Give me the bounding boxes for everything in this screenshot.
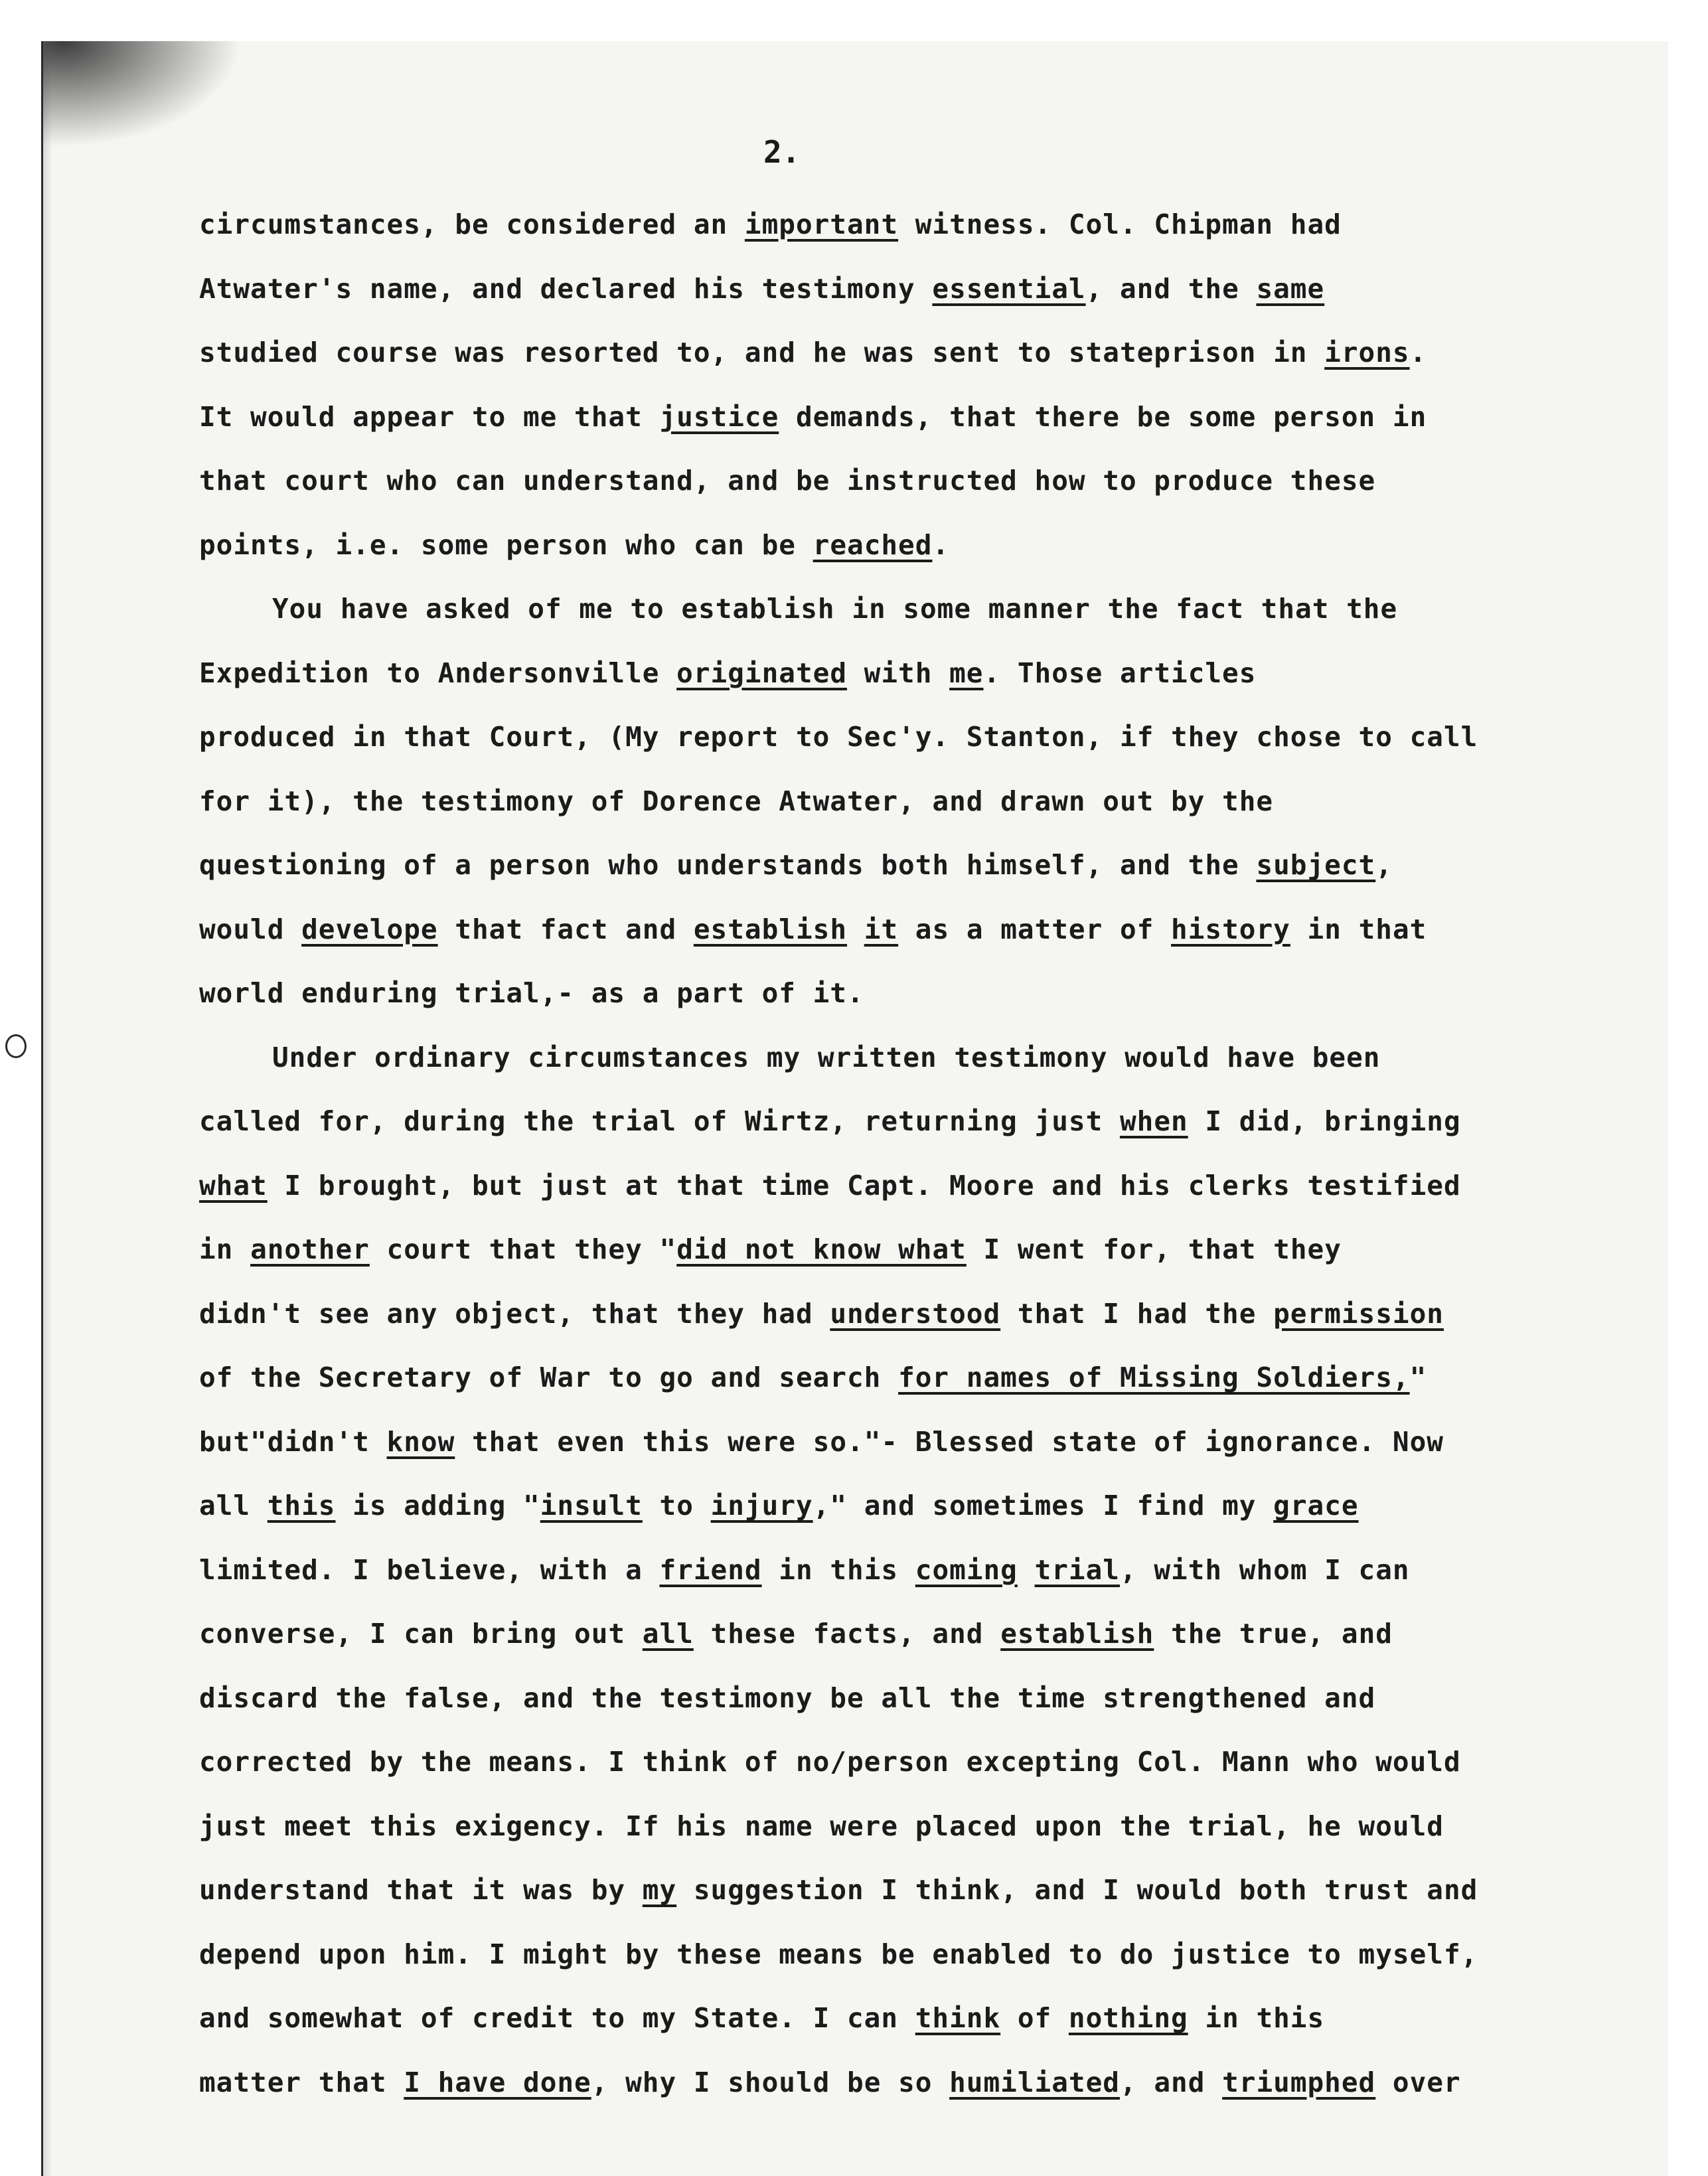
text-span: discard the false, and the testimony be all the time strengthened and	[199, 1681, 1376, 1714]
text-line	[199, 577, 1660, 641]
text-line	[199, 449, 1660, 513]
text-span: to	[642, 1490, 711, 1521]
underlined-text: subject	[1256, 849, 1376, 881]
text-span: questioning of a person who understands both himself, and the	[199, 849, 1257, 881]
text-line	[199, 1794, 1660, 1859]
underlined-text: originated	[676, 657, 847, 689]
text-span: "	[1409, 1361, 1427, 1393]
page-edge-shadow	[43, 41, 52, 2176]
text-line	[199, 1730, 1660, 1794]
text-span: depend upon him. I might by these means be enabled to do justice to myself,	[199, 1938, 1478, 1970]
text-span: points, i.e. some person who can be	[199, 528, 813, 561]
scan-shadow	[43, 41, 242, 147]
underlined-text: for names of Missing Soldiers,	[898, 1361, 1410, 1393]
text-line	[199, 1922, 1660, 1987]
text-span: .	[1409, 337, 1427, 368]
underlined-text: nothing	[1068, 2002, 1188, 2034]
text-span: just meet this exigency. If his name were placed upon the trial, he would	[199, 1810, 1444, 1842]
underlined-text: important	[744, 208, 899, 240]
text-line	[199, 385, 1660, 449]
text-line	[199, 897, 1660, 962]
text-span: I went for, that they	[966, 1233, 1342, 1265]
text-span: but"didn't	[199, 1425, 387, 1458]
underlined-text: irons	[1324, 337, 1410, 368]
text-span: .	[932, 528, 950, 561]
text-span: It would appear to me that	[199, 400, 660, 433]
underlined-text: understood	[830, 1297, 1001, 1330]
underlined-text: establish	[1000, 1618, 1154, 1650]
letter-body	[199, 193, 1660, 2114]
text-span: produced in that Court, (My report to Sec'y. Stanton, if they chose to call	[199, 721, 1478, 753]
text-span: , why I should be so	[591, 2066, 950, 2098]
text-line	[199, 1474, 1660, 1538]
text-line	[199, 961, 1660, 1026]
text-span: the true, and	[1154, 1618, 1393, 1650]
underlined-text: develope	[301, 913, 438, 945]
text-span: over	[1375, 2066, 1461, 2098]
text-span: You have asked of me to establish in some manner the fact that the	[272, 593, 1398, 625]
text-span: is adding "	[335, 1490, 540, 1521]
text-span: with	[847, 657, 950, 689]
text-span: world enduring trial,- as a part of it.	[199, 977, 864, 1009]
text-line	[199, 1217, 1660, 1282]
text-span: circumstances, be considered an	[199, 208, 745, 240]
underlined-text: injury	[710, 1490, 813, 1521]
text-line	[199, 1346, 1660, 1410]
text-line	[199, 1154, 1660, 1218]
text-line	[199, 1282, 1660, 1346]
text-span: corrected by the means. I think of no/person excepting Col. Mann who would	[199, 1746, 1461, 1778]
text-line	[199, 1026, 1660, 1090]
text-span: Atwater's name, and declared his testimony	[199, 272, 933, 305]
text-span: that fact and	[437, 913, 694, 945]
text-span: suggestion I think, and I would both trust and	[676, 1874, 1478, 1906]
underlined-text: another	[250, 1233, 370, 1265]
document-page	[41, 41, 1668, 2176]
text-span: for it), the testimony of Dorence Atwater, and drawn out by the	[199, 785, 1274, 817]
text-line	[199, 193, 1660, 257]
text-span: limited. I believe, with a	[199, 1553, 660, 1586]
text-span: ,	[1375, 849, 1393, 881]
underlined-text: I have done	[404, 2066, 591, 2098]
text-span: , with whom I can	[1119, 1553, 1410, 1586]
text-line	[199, 833, 1660, 897]
text-span: , and the	[1085, 272, 1257, 305]
underlined-text: essential	[932, 272, 1086, 305]
underlined-text: it	[864, 913, 899, 945]
underlined-text: friend	[659, 1553, 762, 1586]
text-line	[199, 257, 1660, 321]
text-span: , and	[1119, 2066, 1223, 2098]
text-line	[199, 1089, 1660, 1154]
text-span: and somewhat of credit to my State. I can	[199, 2002, 915, 2034]
underlined-text: grace	[1273, 1490, 1359, 1521]
underlined-text: establish	[693, 913, 848, 945]
underlined-text: coming	[915, 1553, 1018, 1586]
underlined-text: trial	[1034, 1553, 1120, 1586]
text-span: that court who can understand, and be instructed how to produce these	[199, 465, 1376, 497]
text-line	[199, 1666, 1660, 1731]
underlined-text: justice	[659, 400, 779, 433]
text-line	[199, 321, 1660, 385]
text-line	[199, 641, 1660, 706]
page-number: 2.	[763, 134, 801, 170]
underlined-text: my	[642, 1874, 677, 1906]
underlined-text: history	[1171, 913, 1290, 945]
text-span: I brought, but just at that time Capt. Moore and his clerks testified	[267, 1169, 1461, 1202]
text-span: these facts, and	[693, 1618, 1001, 1650]
underlined-text: all	[642, 1618, 694, 1650]
underlined-text: me	[949, 657, 984, 689]
underlined-text: insult	[540, 1490, 643, 1521]
text-line	[199, 513, 1660, 578]
text-span: in this	[1188, 2002, 1325, 2034]
text-line	[199, 1986, 1660, 2051]
text-span: understand that it was by	[199, 1874, 643, 1906]
text-span: Expedition to Andersonville	[199, 657, 677, 689]
text-span	[1018, 1554, 1035, 1586]
text-span: converse, I can bring out	[199, 1618, 643, 1650]
text-span: that even this were so."- Blessed state of ignorance. Now	[455, 1425, 1444, 1458]
text-span: studied course was resorted to, and he was sent to stateprison in	[199, 337, 1325, 368]
text-span: . Those articles	[983, 657, 1257, 689]
text-line	[199, 1410, 1660, 1474]
text-span: in that	[1290, 913, 1427, 945]
underlined-text: this	[267, 1490, 336, 1521]
text-span: demands, that there be some person in	[779, 400, 1427, 433]
text-span: Under ordinary circumstances my written testimony would have been	[272, 1041, 1381, 1073]
underlined-text: triumphed	[1222, 2066, 1376, 2098]
underlined-text: reached	[813, 528, 933, 561]
underlined-text: know	[386, 1425, 455, 1458]
underlined-text: permission	[1273, 1297, 1444, 1330]
text-span: as a matter of	[898, 913, 1172, 945]
text-span: witness. Col. Chipman had	[898, 208, 1342, 240]
text-span: in this	[761, 1553, 915, 1586]
underlined-text: think	[915, 2002, 1001, 2034]
text-span	[847, 913, 864, 945]
text-line	[199, 1538, 1660, 1602]
text-span: that I had the	[1000, 1297, 1274, 1330]
text-line	[199, 769, 1660, 834]
text-span: in	[199, 1233, 251, 1265]
text-span: court that they "	[369, 1233, 677, 1265]
text-span: didn't see any object, that they had	[199, 1297, 830, 1330]
text-line	[199, 1602, 1660, 1666]
margin-circle-mark	[5, 1034, 27, 1058]
text-span: ," and sometimes I find my	[813, 1490, 1274, 1521]
underlined-text: humiliated	[949, 2066, 1120, 2098]
underlined-text: same	[1256, 272, 1325, 305]
text-line	[199, 2051, 1660, 2115]
underlined-text: what	[199, 1169, 268, 1202]
text-span: would	[199, 913, 302, 945]
text-line	[199, 705, 1660, 769]
underlined-text: when	[1119, 1105, 1188, 1137]
text-span: of	[1000, 2002, 1069, 2034]
text-span: called for, during the trial of Wirtz, returning just	[199, 1105, 1120, 1137]
underlined-text: did not know what	[676, 1233, 967, 1265]
text-span: of the Secretary of War to go and search	[199, 1361, 899, 1393]
text-span: I did, bringing	[1188, 1105, 1461, 1137]
text-span: all	[199, 1490, 268, 1521]
text-span: matter that	[199, 2066, 404, 2098]
text-line	[199, 1858, 1660, 1922]
